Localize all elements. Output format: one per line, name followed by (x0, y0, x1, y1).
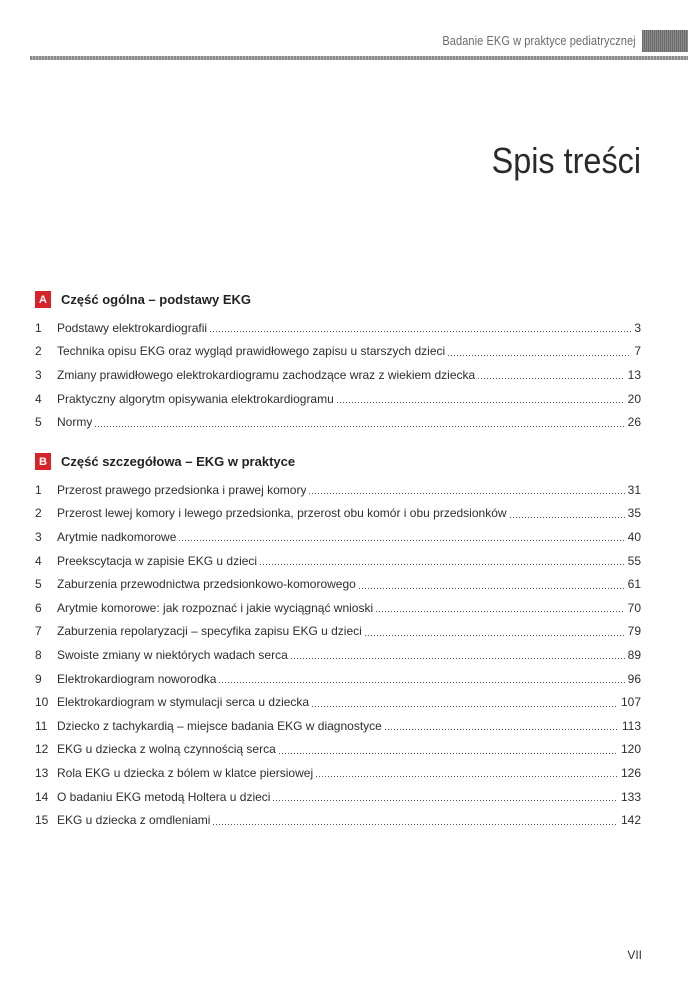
dot-leader (179, 540, 624, 541)
entry-page: 7 (634, 344, 641, 359)
toc-entry (35, 502, 641, 526)
toc-entry (35, 808, 641, 832)
entry-title: Technika opisu EKG oraz wygląd prawidłowego zapisu u starszych dzieci (57, 344, 446, 359)
dot-leader (312, 706, 618, 707)
entry-title: Elektrokardiogram w stymulacji serca u dziecka (57, 695, 310, 710)
entry-title: Zmiany prawidłowego elektrokardiogramu zachodzące wraz z wiekiem dziecka (57, 367, 476, 382)
entry-number: 8 (35, 647, 42, 662)
toc-entry (35, 525, 641, 549)
entry-number: 3 (35, 367, 42, 382)
entry-title: Przerost lewej komory i lewego przedsionka, przerost obu komór i obu przedsionków (57, 506, 507, 521)
entry-title: Przerost prawego przedsionka i prawej komory (57, 482, 307, 497)
toc-entry (35, 316, 641, 340)
entry-page: 26 (627, 415, 641, 430)
dot-leader (260, 564, 625, 565)
dot-leader (365, 635, 625, 636)
entry-title: Podstawy elektrokardiografii (57, 320, 208, 335)
entry-number: 2 (35, 506, 42, 521)
section-b (35, 452, 641, 832)
dot-leader (273, 800, 618, 801)
entry-title: EKG u dziecka z omdleniami (57, 813, 211, 828)
dot-leader (213, 824, 618, 825)
section-heading (35, 452, 641, 472)
entry-page: 126 (620, 765, 641, 780)
entry-page: 13 (627, 367, 641, 382)
section-title: Część ogólna – podstawy EKG (61, 292, 251, 307)
section-badge: A (35, 291, 51, 308)
entry-title: O badaniu EKG metodą Holtera u dzieci (57, 789, 271, 804)
section-a (35, 290, 641, 434)
section-heading (35, 290, 641, 310)
entry-title: Arytmie nadkomorowe (57, 529, 177, 544)
entry-number: 1 (35, 320, 42, 335)
dot-leader (448, 355, 631, 356)
toc-entry (35, 478, 641, 502)
dot-leader (385, 729, 619, 730)
entry-number: 3 (35, 529, 42, 544)
dot-leader (291, 658, 625, 659)
header-accent-block (642, 30, 688, 52)
dot-leader (210, 331, 631, 332)
toc-list (35, 478, 641, 832)
entry-number: 12 (35, 742, 49, 757)
entry-title: Praktyczny algorytm opisywania elektrokardiogramu (57, 391, 334, 406)
entry-title: EKG u dziecka z wolną czynnością serca (57, 742, 276, 757)
entry-page: 96 (627, 671, 641, 686)
header-rule (30, 56, 688, 60)
toc-entry (35, 410, 641, 434)
entry-number: 4 (35, 391, 42, 406)
entry-page: 35 (627, 506, 641, 521)
entry-page: 142 (620, 813, 641, 828)
entry-number: 15 (35, 813, 49, 828)
toc-entry (35, 620, 641, 644)
entry-title: Zaburzenia przewodnictwa przedsionkowo-komorowego (57, 577, 356, 592)
dot-leader (95, 426, 624, 427)
entry-page: 20 (627, 391, 641, 406)
toc-entry (35, 363, 641, 387)
entry-number: 14 (35, 789, 49, 804)
entry-title: Arytmie komorowe: jak rozpoznać i jakie wyciągnąć wnioski (57, 600, 374, 615)
toc-entry (35, 738, 641, 762)
entry-page: 89 (627, 647, 641, 662)
running-header (30, 0, 688, 60)
entry-title: Dziecko z tachykardią – miejsce badania EKG w diagnostyce (57, 718, 382, 733)
entry-title: Preekscytacja w zapisie EKG u dzieci (57, 553, 258, 568)
entry-title: Swoiste zmiany w niektórych wadach serca (57, 647, 288, 662)
entry-page: 70 (627, 600, 641, 615)
entry-page: 61 (627, 577, 641, 592)
section-badge: B (35, 453, 51, 470)
toc-entry (35, 340, 641, 364)
toc-entry (35, 643, 641, 667)
entry-number: 4 (35, 553, 42, 568)
page-title: Spis treści (491, 140, 641, 181)
toc-entry (35, 667, 641, 691)
toc-entry (35, 690, 641, 714)
entry-page: 113 (621, 718, 641, 733)
dot-leader (510, 517, 625, 518)
entry-number: 5 (35, 415, 42, 430)
dot-leader (316, 776, 618, 777)
entry-title: Rola EKG u dziecka z bólem w klatce piersiowej (57, 765, 314, 780)
entry-number: 1 (35, 482, 42, 497)
entry-title: Elektrokardiogram noworodka (57, 671, 217, 686)
entry-number: 7 (35, 624, 42, 639)
page-number: VII (627, 948, 642, 962)
toc-entry (35, 596, 641, 620)
entry-number: 9 (35, 671, 42, 686)
toc-entry (35, 549, 641, 573)
toc-list (35, 316, 641, 434)
dot-leader (309, 493, 624, 494)
entry-page: 133 (620, 789, 641, 804)
entry-page: 55 (627, 553, 641, 568)
toc-entry (35, 761, 641, 785)
entry-number: 10 (35, 695, 49, 710)
entry-number: 2 (35, 344, 42, 359)
entry-number: 6 (35, 600, 42, 615)
section-title: Część szczegółowa – EKG w praktyce (61, 454, 296, 469)
dot-leader (219, 682, 624, 683)
dot-leader (279, 753, 618, 754)
toc-entry (35, 387, 641, 411)
running-title: Badanie EKG w praktyce pediatrycznej (442, 34, 636, 48)
entry-number: 11 (35, 718, 48, 733)
entry-page: 79 (627, 624, 641, 639)
entry-page: 31 (627, 482, 641, 497)
toc-entry (35, 572, 641, 596)
dot-leader (376, 611, 625, 612)
entry-page: 120 (620, 742, 641, 757)
entry-number: 13 (35, 765, 49, 780)
dot-leader (478, 378, 624, 379)
dot-leader (337, 402, 625, 403)
entry-page: 40 (627, 529, 641, 544)
toc-entry (35, 714, 641, 738)
toc-entry (35, 785, 641, 809)
entry-number: 5 (35, 577, 42, 592)
dot-leader (359, 588, 625, 589)
entry-title: Zaburzenia repolaryzacji – specyfika zapisu EKG u dzieci (57, 624, 362, 639)
entry-title: Normy (57, 415, 93, 430)
entry-page: 107 (620, 695, 641, 710)
entry-page: 3 (634, 320, 641, 335)
